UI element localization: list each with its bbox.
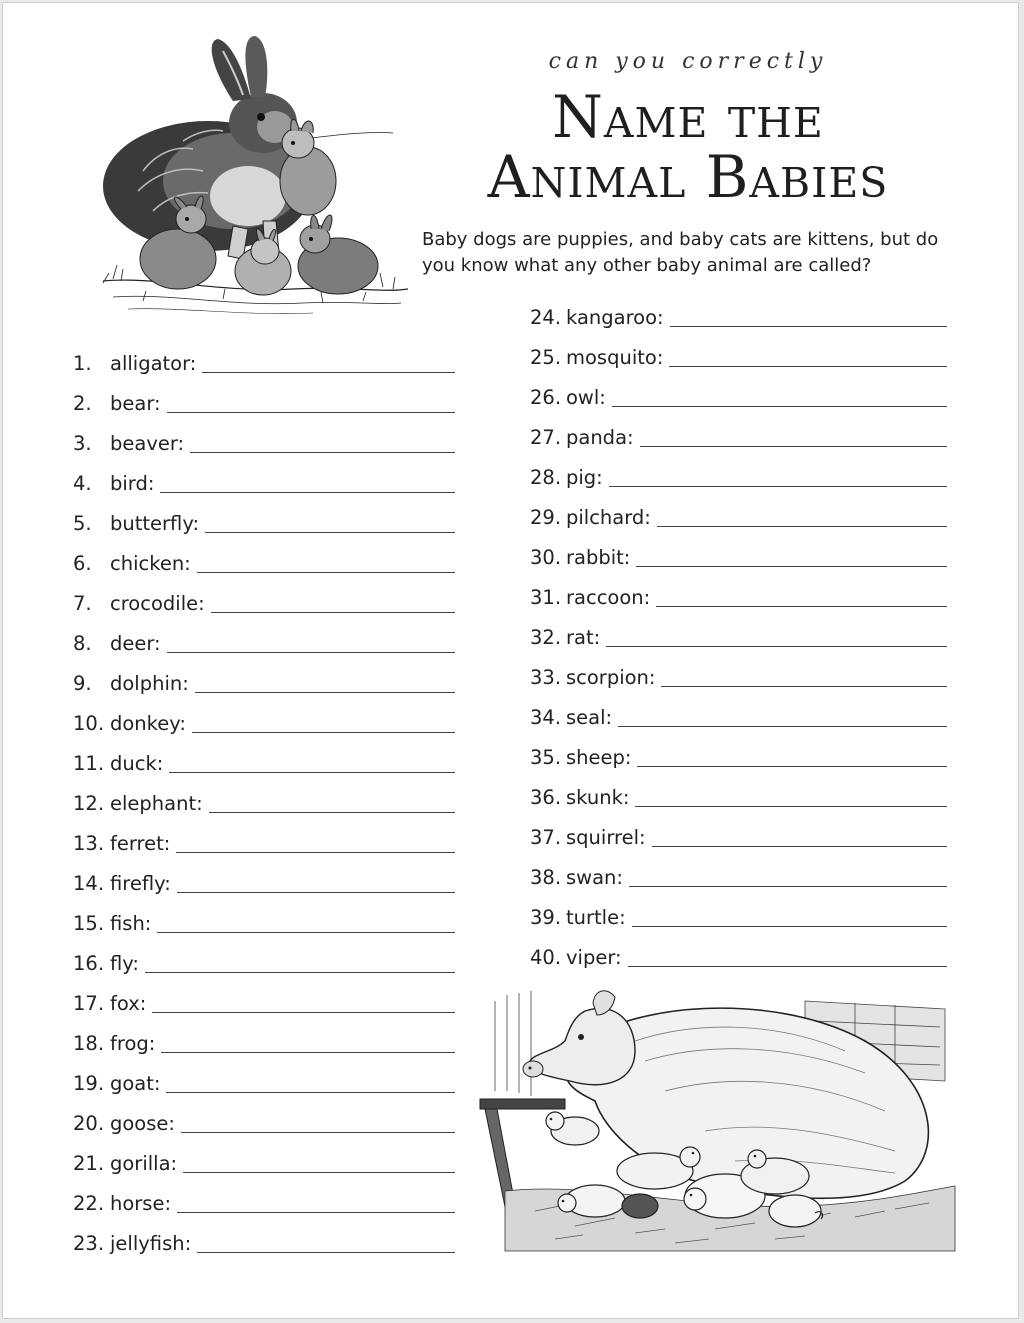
question-number: 1. xyxy=(73,352,92,375)
answer-line[interactable] xyxy=(183,1150,455,1173)
question-label: dolphin: xyxy=(110,672,189,695)
answer-line[interactable] xyxy=(169,750,455,773)
question-label: raccoon: xyxy=(566,586,651,609)
question-row[interactable] xyxy=(73,583,455,615)
answer-line[interactable] xyxy=(166,1070,455,1093)
question-label: swan: xyxy=(566,866,623,889)
question-row[interactable] xyxy=(530,297,947,329)
question-row[interactable] xyxy=(73,943,455,975)
question-row[interactable] xyxy=(73,423,455,455)
question-label: donkey: xyxy=(110,712,186,735)
question-number: 30. xyxy=(530,546,562,569)
question-label: owl: xyxy=(566,386,606,409)
question-row[interactable] xyxy=(73,823,455,855)
answer-line[interactable] xyxy=(190,430,455,453)
question-row[interactable] xyxy=(73,863,455,895)
question-row[interactable] xyxy=(530,337,947,369)
answer-line[interactable] xyxy=(661,664,947,687)
question-label: goat: xyxy=(110,1072,161,1095)
answer-line[interactable] xyxy=(618,704,947,727)
question-number: 18. xyxy=(73,1032,105,1055)
question-row[interactable] xyxy=(530,417,947,449)
question-label: squirrel: xyxy=(566,826,646,849)
question-number: 29. xyxy=(530,506,562,529)
question-row[interactable] xyxy=(73,543,455,575)
question-number: 17. xyxy=(73,992,105,1015)
title-line-1: Name the xyxy=(552,83,824,151)
question-number: 33. xyxy=(530,666,562,689)
worksheet-page xyxy=(2,2,1019,1319)
question-label: horse: xyxy=(110,1192,172,1215)
answer-line[interactable] xyxy=(195,670,455,693)
answer-line[interactable] xyxy=(635,784,947,807)
question-label: sheep: xyxy=(566,746,632,769)
question-number: 38. xyxy=(530,866,562,889)
question-label: gorilla: xyxy=(110,1152,178,1175)
answer-line[interactable] xyxy=(670,304,947,327)
answer-line[interactable] xyxy=(657,504,947,527)
question-label: fish: xyxy=(110,912,152,935)
question-label: viper: xyxy=(566,946,622,969)
question-row[interactable] xyxy=(73,1223,455,1255)
question-number: 3. xyxy=(73,432,92,455)
question-label: alligator: xyxy=(110,352,197,375)
question-number: 16. xyxy=(73,952,105,975)
question-row[interactable] xyxy=(530,377,947,409)
answer-line[interactable] xyxy=(181,1110,455,1133)
question-label: goose: xyxy=(110,1112,175,1135)
question-label: ferret: xyxy=(110,832,171,855)
question-number: 13. xyxy=(73,832,105,855)
question-label: chicken: xyxy=(110,552,191,575)
answer-line[interactable] xyxy=(161,1030,455,1053)
answer-line[interactable] xyxy=(209,790,455,813)
intro-text: Baby dogs are puppies, and baby cats are kittens, but do you know what any other baby animal are called? xyxy=(422,229,939,276)
question-label: panda: xyxy=(566,426,634,449)
question-number: 15. xyxy=(73,912,105,935)
question-number: 23. xyxy=(73,1232,105,1255)
question-number: 26. xyxy=(530,386,562,409)
question-number: 25. xyxy=(530,346,562,369)
answer-line[interactable] xyxy=(637,744,947,767)
question-number: 7. xyxy=(73,592,92,615)
question-row[interactable] xyxy=(530,457,947,489)
answer-line[interactable] xyxy=(177,1190,455,1213)
question-number: 31. xyxy=(530,586,562,609)
answer-line[interactable] xyxy=(167,390,455,413)
question-row[interactable] xyxy=(73,463,455,495)
question-label: mosquito: xyxy=(566,346,664,369)
rabbit-family-illustration xyxy=(83,31,413,331)
question-row[interactable] xyxy=(73,743,455,775)
question-row[interactable] xyxy=(530,657,947,689)
question-label: jellyfish: xyxy=(110,1232,192,1255)
question-label: butterfly: xyxy=(110,512,200,535)
question-label: crocodile: xyxy=(110,592,205,615)
question-row[interactable] xyxy=(73,1143,455,1175)
question-label: bear: xyxy=(110,392,161,415)
answer-line[interactable] xyxy=(197,550,455,573)
question-number: 24. xyxy=(530,306,562,329)
question-row[interactable] xyxy=(530,857,947,889)
question-number: 39. xyxy=(530,906,562,929)
answer-line[interactable] xyxy=(609,464,947,487)
question-label: turtle: xyxy=(566,906,626,929)
question-row[interactable] xyxy=(530,537,947,569)
answer-line[interactable] xyxy=(669,344,947,367)
question-label: fly: xyxy=(110,952,139,975)
answer-line[interactable] xyxy=(202,350,455,373)
question-label: rabbit: xyxy=(566,546,631,569)
answer-line[interactable] xyxy=(612,384,947,407)
question-row[interactable] xyxy=(530,617,947,649)
tagline: can you correctly xyxy=(548,49,828,74)
answer-line[interactable] xyxy=(192,710,455,733)
question-label: fox: xyxy=(110,992,147,1015)
answer-line[interactable] xyxy=(177,870,455,893)
question-label: beaver: xyxy=(110,432,185,455)
answer-line[interactable] xyxy=(211,590,455,613)
question-row[interactable] xyxy=(530,897,947,929)
pig-family-illustration xyxy=(475,981,967,1259)
question-number: 28. xyxy=(530,466,562,489)
question-row[interactable] xyxy=(530,737,947,769)
answer-line[interactable] xyxy=(176,830,455,853)
question-row[interactable] xyxy=(530,497,947,529)
question-number: 20. xyxy=(73,1112,105,1135)
answer-line[interactable] xyxy=(197,1230,455,1253)
question-label: deer: xyxy=(110,632,161,655)
question-label: seal: xyxy=(566,706,613,729)
question-number: 4. xyxy=(73,472,92,495)
question-row[interactable] xyxy=(73,1103,455,1135)
question-row[interactable] xyxy=(73,903,455,935)
question-number: 19. xyxy=(73,1072,105,1095)
question-row[interactable] xyxy=(530,817,947,849)
question-row[interactable] xyxy=(73,663,455,695)
question-number: 10. xyxy=(73,712,105,735)
question-row[interactable] xyxy=(73,1063,455,1095)
question-row[interactable] xyxy=(530,937,947,969)
question-row[interactable] xyxy=(530,697,947,729)
answer-line[interactable] xyxy=(656,584,947,607)
answer-line[interactable] xyxy=(167,630,455,653)
answer-line[interactable] xyxy=(636,544,947,567)
answer-line[interactable] xyxy=(160,470,455,493)
question-number: 32. xyxy=(530,626,562,649)
answer-line[interactable] xyxy=(632,904,947,927)
question-label: elephant: xyxy=(110,792,203,815)
question-number: 40. xyxy=(530,946,562,969)
question-number: 27. xyxy=(530,426,562,449)
question-row[interactable] xyxy=(73,503,455,535)
page-title xyxy=(413,83,963,211)
question-row[interactable] xyxy=(530,777,947,809)
question-label: frog: xyxy=(110,1032,156,1055)
question-label: pilchard: xyxy=(566,506,651,529)
question-label: duck: xyxy=(110,752,164,775)
question-label: rat: xyxy=(566,626,601,649)
question-number: 11. xyxy=(73,752,105,775)
question-number: 2. xyxy=(73,392,92,415)
question-number: 14. xyxy=(73,872,105,895)
question-row[interactable] xyxy=(73,623,455,655)
question-number: 36. xyxy=(530,786,562,809)
question-label: kangaroo: xyxy=(566,306,664,329)
question-row[interactable] xyxy=(73,703,455,735)
answer-line[interactable] xyxy=(606,624,947,647)
answer-line[interactable] xyxy=(205,510,455,533)
question-row[interactable] xyxy=(73,343,455,375)
answer-line[interactable] xyxy=(652,824,947,847)
answer-line[interactable] xyxy=(145,950,455,973)
question-number: 12. xyxy=(73,792,105,815)
question-row[interactable] xyxy=(530,577,947,609)
question-number: 34. xyxy=(530,706,562,729)
title-line-2: Animal Babies xyxy=(487,143,889,211)
question-number: 37. xyxy=(530,826,562,849)
question-row[interactable] xyxy=(73,783,455,815)
question-number: 9. xyxy=(73,672,92,695)
question-row[interactable] xyxy=(73,1023,455,1055)
question-label: scorpion: xyxy=(566,666,656,689)
question-number: 6. xyxy=(73,552,92,575)
answer-line[interactable] xyxy=(629,864,947,887)
question-row[interactable] xyxy=(73,1183,455,1215)
question-label: pig: xyxy=(566,466,603,489)
question-label: bird: xyxy=(110,472,155,495)
question-number: 8. xyxy=(73,632,92,655)
answer-line[interactable] xyxy=(157,910,455,933)
answer-line[interactable] xyxy=(628,944,947,967)
question-number: 5. xyxy=(73,512,92,535)
question-number: 35. xyxy=(530,746,562,769)
question-row[interactable] xyxy=(73,383,455,415)
question-row[interactable] xyxy=(73,983,455,1015)
question-label: skunk: xyxy=(566,786,630,809)
question-label: firefly: xyxy=(110,872,171,895)
answer-line[interactable] xyxy=(640,424,947,447)
question-number: 21. xyxy=(73,1152,105,1175)
question-number: 22. xyxy=(73,1192,105,1215)
answer-line[interactable] xyxy=(152,990,455,1013)
